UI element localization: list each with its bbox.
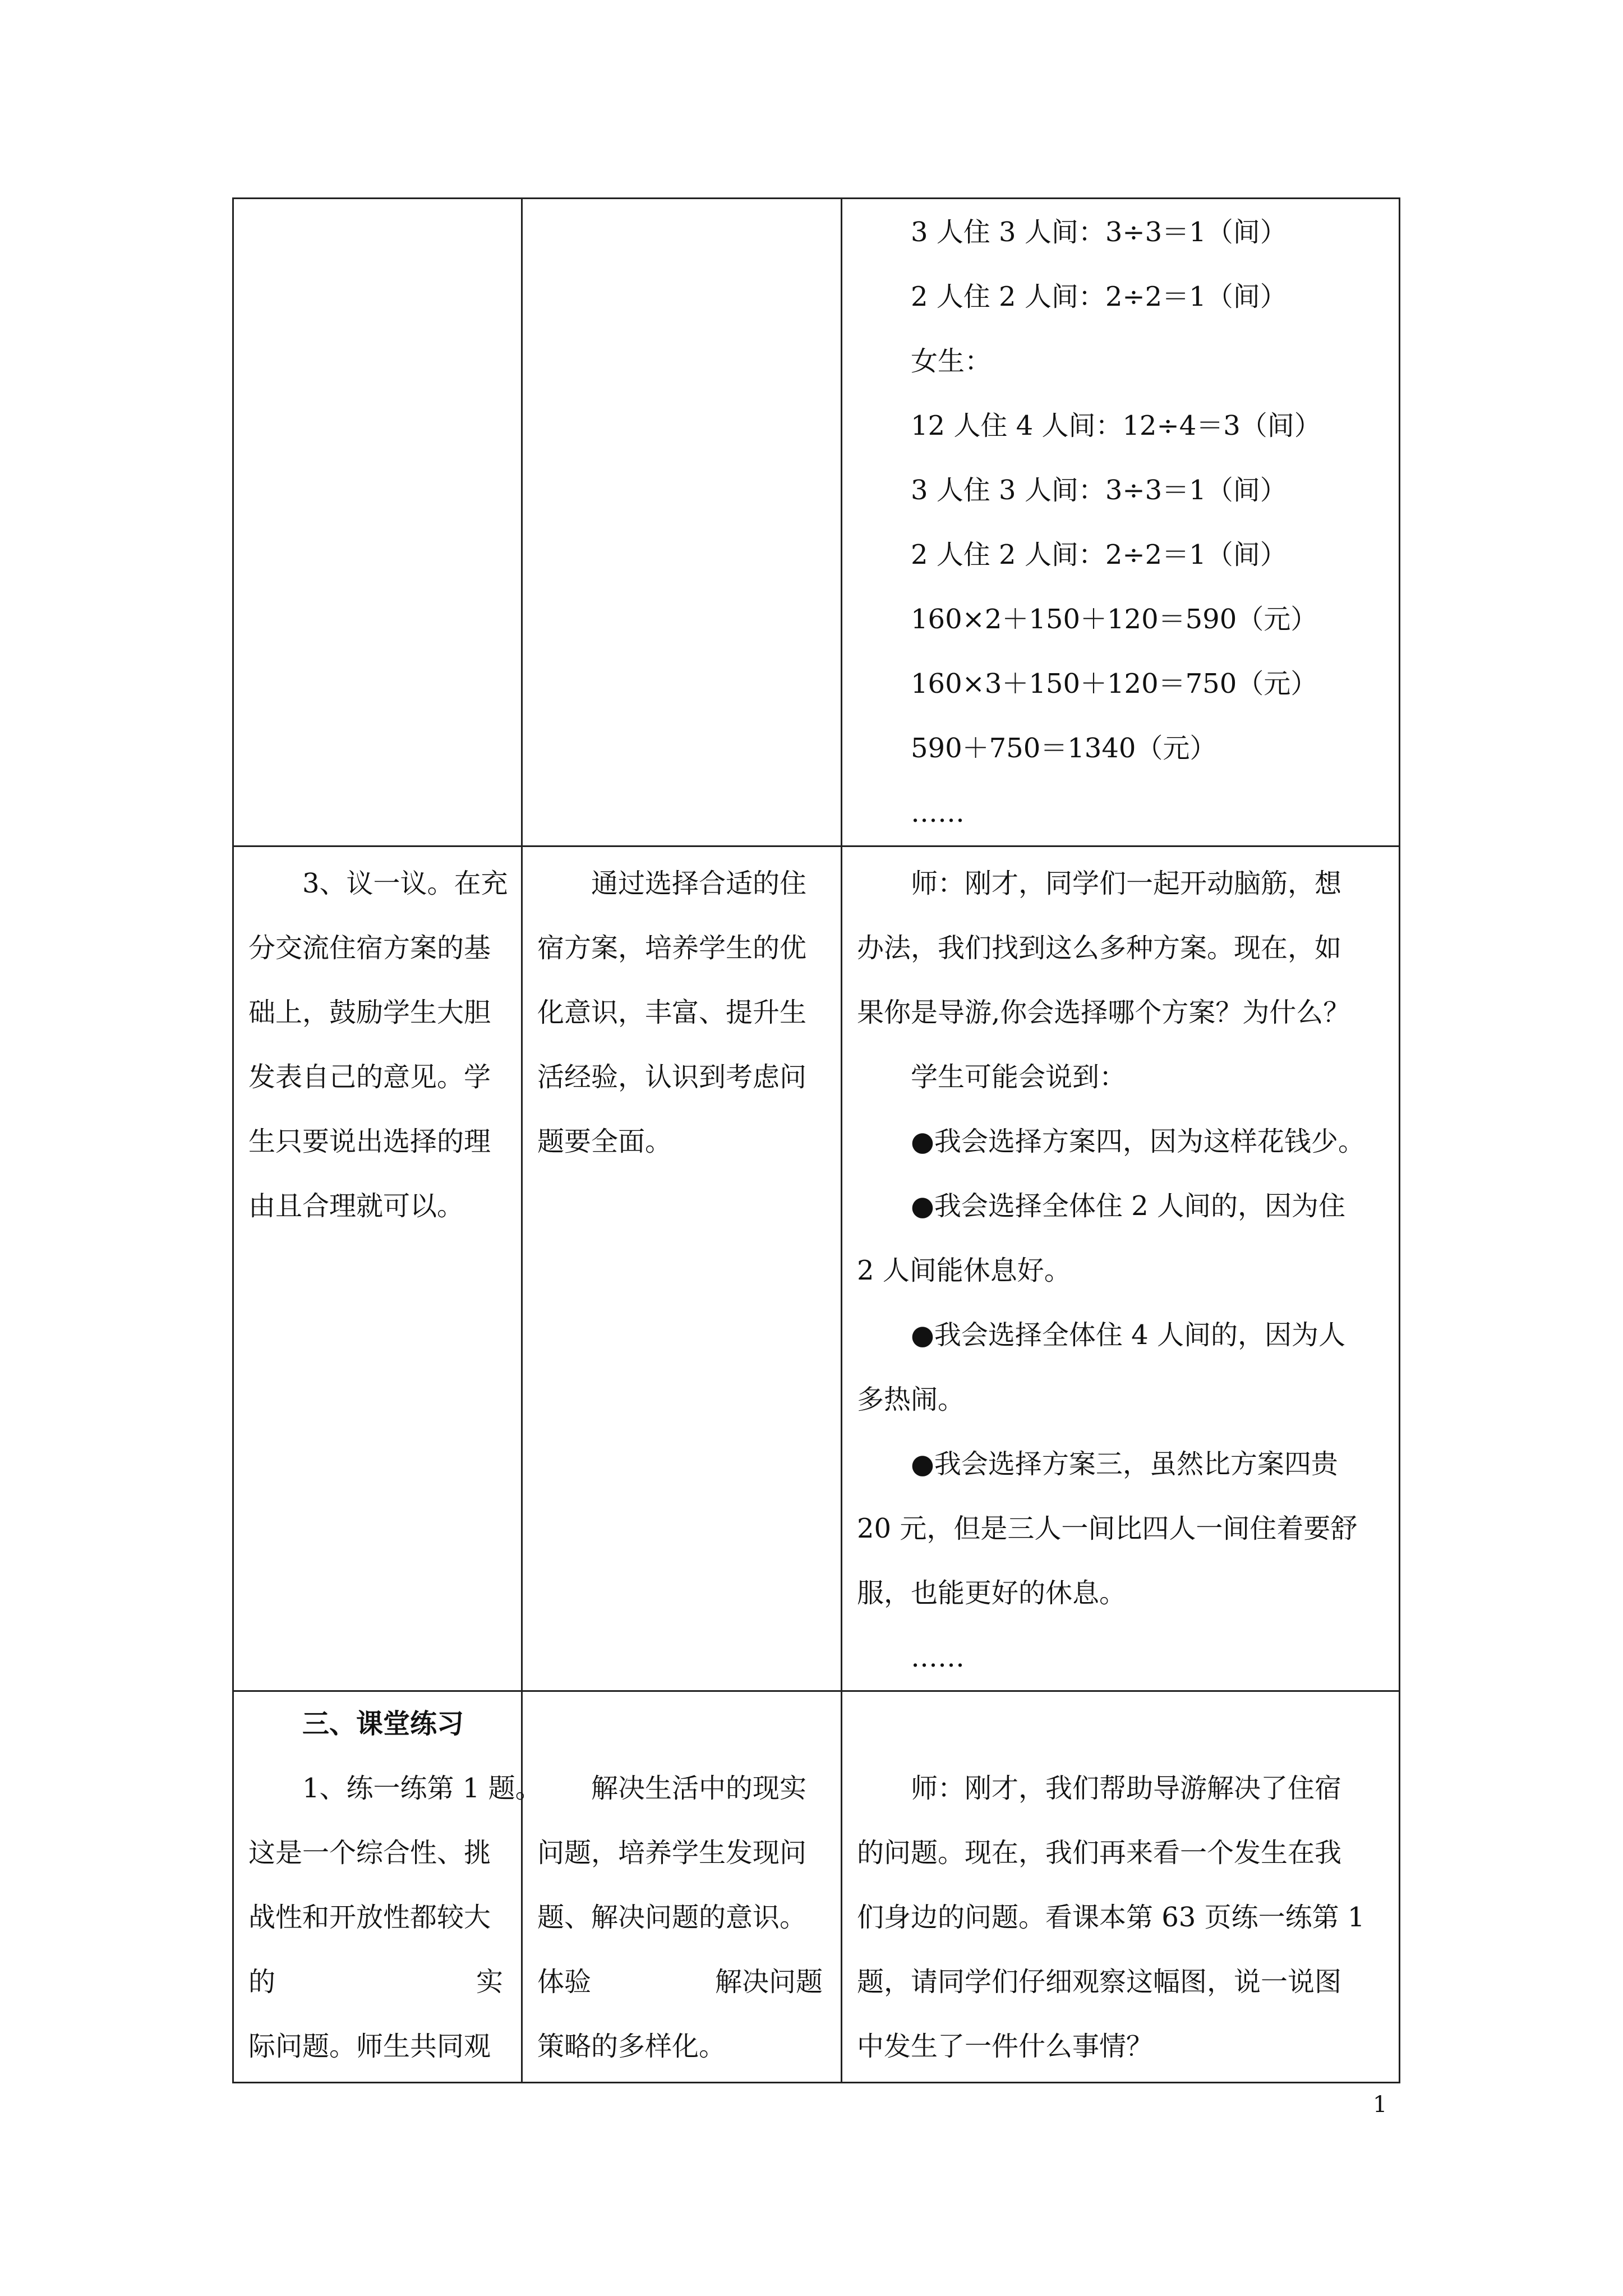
row2-process-cell	[842, 846, 1400, 1691]
text-line: 活经验，认识到考虑问	[537, 1061, 807, 1093]
text-line	[537, 1950, 833, 2014]
row3-activity-cell	[233, 1691, 542, 2083]
text-line: 通过选择合适的住	[591, 868, 807, 899]
text-line: 160×3＋150＋120＝750（元）	[911, 668, 1318, 700]
text-line: ……	[911, 797, 965, 829]
text-line: 果你是导游,你会选择哪个方案？为什么？	[857, 997, 1350, 1028]
row1-process-cell	[842, 199, 1400, 846]
text-line: ●我会选择全体住 2 人间的，因为住	[911, 1190, 1345, 1222]
lesson-plan-table	[232, 197, 1400, 2083]
text-line: 1、练一练第 1 题。	[302, 1773, 542, 1804]
text-line: 策略的多样化。	[537, 2031, 726, 2062]
text-line: 20 元，但是三人一间比四人一间住着要舒	[857, 1513, 1358, 1544]
text-line: 分交流住宿方案的基	[248, 932, 491, 964]
text-line: 由且合理就可以。	[248, 1190, 464, 1222]
text-line: 宿方案，培养学生的优	[537, 932, 807, 964]
text-line: ……	[911, 1642, 965, 1673]
text-line: 础上，鼓励学生大胆	[248, 997, 491, 1028]
text-line: 题、解决问题的意识。	[537, 1902, 807, 1933]
text-line: 战性和开放性都较大	[248, 1902, 491, 1933]
page-number: 1	[1373, 2092, 1387, 2118]
text-line: 题要全面。	[537, 1126, 672, 1157]
text-line: 师：刚才，同学们一起开动脑筋，想	[911, 868, 1342, 899]
text-line	[248, 1950, 513, 2014]
row2-activity-cell	[233, 846, 522, 1691]
text-line: 2 人住 2 人间：2÷2＝1（间）	[911, 281, 1287, 312]
text-fragment: 体验	[537, 1966, 592, 1998]
text-line: 中发生了一件什么事情？	[857, 2031, 1154, 2062]
text-line: 们身边的问题。看课本第 63 页练一练第 1	[857, 1902, 1365, 1933]
section-heading: 三、课堂练习	[302, 1708, 464, 1740]
text-line: 2 人间能休息好。	[857, 1255, 1071, 1286]
text-fragment: 解决问题	[714, 1966, 823, 1998]
text-line: 这是一个综合性、挑	[248, 1837, 491, 1869]
text-line: 590＋750＝1340（元）	[911, 733, 1217, 764]
text-fragment: 的	[248, 1966, 276, 1998]
row3-process-cell	[842, 1691, 1400, 2083]
text-line: 际问题。师生共同观	[248, 2031, 491, 2062]
text-fragment: 实	[476, 1966, 503, 1998]
text-line: 问题，培养学生发现问	[537, 1837, 807, 1869]
text-line: 160×2＋150＋120＝590（元）	[911, 604, 1318, 635]
text-line: 师：刚才，我们帮助导游解决了住宿	[911, 1773, 1342, 1804]
text-line: 的问题。现在，我们再来看一个发生在我	[857, 1837, 1342, 1869]
text-line: ●我会选择全体住 4 人间的，因为人	[911, 1319, 1345, 1351]
text-line: 学生可能会说到：	[911, 1061, 1127, 1093]
text-line: 解决生活中的现实	[591, 1773, 807, 1804]
row1-activity-cell	[233, 199, 522, 846]
text-line: 2 人住 2 人间：2÷2＝1（间）	[911, 539, 1287, 570]
table-row	[233, 846, 1400, 1691]
row3-intent-cell	[522, 1691, 842, 2083]
text-line: 化意识，丰富、提升生	[537, 997, 807, 1028]
text-line: 3 人住 3 人间：3÷3＝1（间）	[911, 217, 1287, 248]
text-line: 女生：	[911, 346, 992, 377]
table-row	[233, 1691, 1400, 2083]
text-line: 发表自己的意见。学	[248, 1061, 491, 1093]
text-line: 题，请同学们仔细观察这幅图，说一说图	[857, 1966, 1342, 1998]
text-line: 多热闹。	[857, 1384, 965, 1415]
text-line: 办法，我们找到这么多种方案。现在，如	[857, 932, 1342, 964]
text-line: ●我会选择方案四，因为这样花钱少。	[911, 1126, 1365, 1157]
text-line: 3 人住 3 人间：3÷3＝1（间）	[911, 475, 1287, 506]
row2-intent-cell	[522, 846, 842, 1691]
text-line: 服，也能更好的休息。	[857, 1577, 1127, 1609]
text-line: 12 人住 4 人间：12÷4＝3（间）	[911, 410, 1321, 441]
text-line: ●我会选择方案三，虽然比方案四贵	[911, 1448, 1338, 1480]
text-line: 3、议一议。在充	[302, 868, 508, 899]
text-line: 生只要说出选择的理	[248, 1126, 491, 1157]
row1-intent-cell	[522, 199, 842, 846]
table-row	[233, 199, 1400, 846]
